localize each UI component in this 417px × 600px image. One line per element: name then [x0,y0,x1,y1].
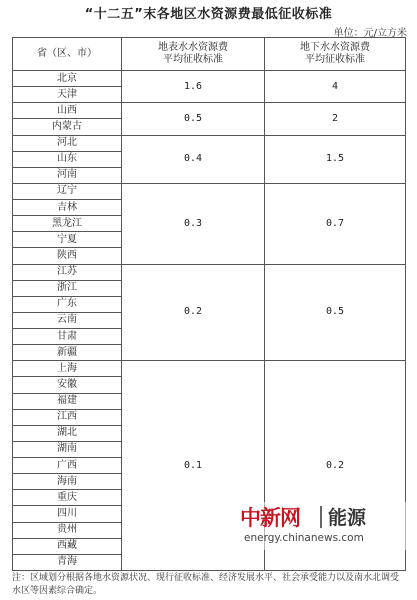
province-cell: 四川 [13,506,122,522]
table-header-row [13,38,406,71]
province-cell: 内蒙古 [13,119,122,135]
watermark-divider [320,506,322,528]
province-cell: 辽宁 [13,183,122,199]
watermark-logo: 中新网 [240,505,300,530]
province-cell: 湖南 [13,441,122,457]
province-cell: 北京 [13,71,122,87]
province-cell: 陕西 [13,248,122,264]
province-cell: 河南 [13,167,122,183]
province-cell: 甘肃 [13,329,122,345]
province-cell: 宁夏 [13,232,122,248]
surface-fee-cell: 0.2 [122,264,265,361]
unit-label: 单位：元/立方米 [333,28,407,39]
header-ground [265,38,406,71]
header-surface [122,38,265,71]
header-surface-line2: 平均征收标准 [163,54,223,65]
province-cell: 西藏 [13,538,122,554]
header-ground-line1: 地下水水资源费 [300,42,370,53]
province-cell: 福建 [13,393,122,409]
surface-fee-cell: 0.4 [122,135,265,183]
table-row [13,135,406,151]
province-cell: 重庆 [13,490,122,506]
ground-fee-cell: 2 [265,103,406,135]
table-row [13,71,406,87]
watermark [236,502,406,550]
province-cell: 青海 [13,554,122,570]
surface-fee-cell: 0.5 [122,103,265,135]
table-row [13,264,406,280]
table-body [13,71,406,571]
header-ground-line2: 平均征收标准 [305,54,365,65]
surface-fee-cell: 0.3 [122,183,265,264]
province-cell: 湖北 [13,425,122,441]
province-cell: 江苏 [13,264,122,280]
province-cell: 云南 [13,312,122,328]
table-row [13,183,406,199]
ground-fee-cell: 4 [265,71,406,103]
footnote: 注：区域划分根据各地水资源状况、现行征收标准、经济发展水平、社会承受能力以及南水北调受水区等因素综合确定。 [12,573,400,596]
ground-fee-cell: 0.2 [265,361,406,571]
province-cell: 上海 [13,361,122,377]
province-cell: 安徽 [13,377,122,393]
watermark-name: 能源 [328,507,367,529]
surface-fee-cell: 1.6 [122,71,265,103]
province-cell: 天津 [13,87,122,103]
header-province: 省（区、市） [13,38,122,71]
province-cell: 贵州 [13,522,122,538]
table-row [13,361,406,377]
page-title: “十二五”末各地区水资源费最低征收标准 [84,7,333,22]
ground-fee-cell: 0.7 [265,183,406,264]
province-cell: 山西 [13,103,122,119]
ground-fee-cell: 1.5 [265,135,406,183]
ground-fee-cell: 0.5 [265,264,406,361]
province-cell: 山东 [13,151,122,167]
province-cell: 河北 [13,135,122,151]
province-cell: 黑龙江 [13,216,122,232]
watermark-url: energy.chinanews.com [244,532,364,544]
table-row [13,103,406,119]
header-surface-line1: 地表水水资源费 [158,42,228,53]
surface-fee-cell: 0.1 [122,361,265,571]
province-cell: 吉林 [13,200,122,216]
province-cell: 新疆 [13,345,122,361]
province-cell: 浙江 [13,280,122,296]
province-cell: 海南 [13,474,122,490]
province-cell: 广西 [13,458,122,474]
province-cell: 广东 [13,296,122,312]
fee-table [12,37,406,571]
province-cell: 江西 [13,409,122,425]
